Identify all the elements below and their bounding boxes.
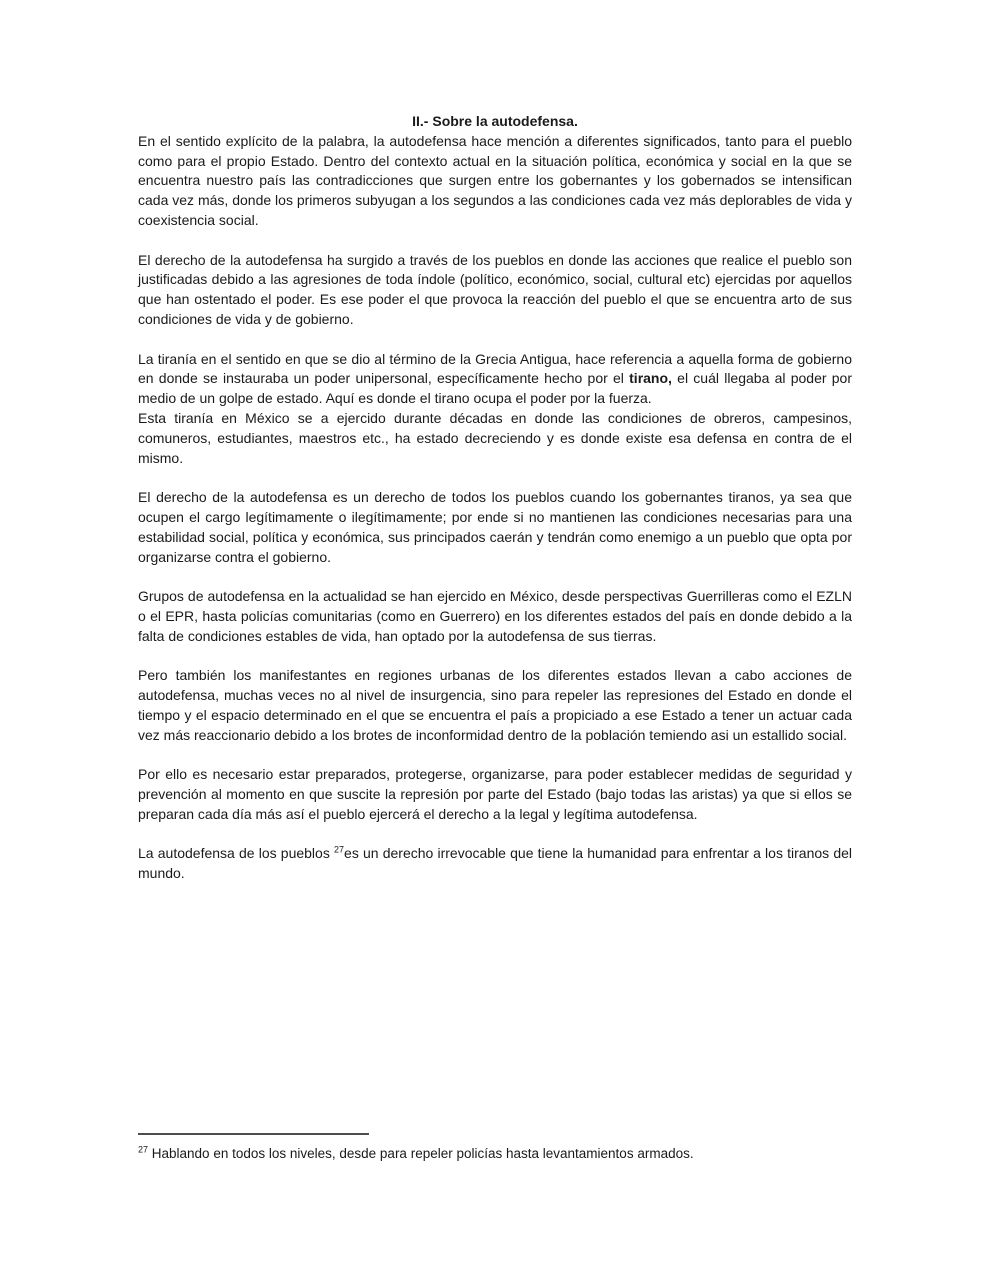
bold-term-tirano: tirano, — [629, 370, 672, 387]
paragraph-3-text-before: La tiranía en el sentido en que se dio al término de la Grecia Antigua, hace referencia a aquella forma de gobierno en donde se instauraba un poder unipersonal, específicamente hecho por el — [138, 350, 852, 387]
section-title: II.- Sobre la autodefensa. — [412, 113, 578, 129]
footnote-reference-27: 27 — [334, 844, 345, 855]
footnote-body: Hablando en todos los niveles, desde para repeler policías hasta levantamientos armados. — [148, 1146, 694, 1161]
footnote-text — [138, 1144, 852, 1163]
paragraph-3-text-after: el cuál llegaba al poder por medio de un golpe de estado. Aquí es donde el tirano ocupa el poder por la fuerza. — [138, 370, 853, 407]
paragraph-1: En el sentido explícito de la palabra, la autodefensa hace mención a diferentes significados, tanto para el pueblo como para el propio Estado. Dentro del contexto actual en la situación política, económica y social en la que se encuentra nuestro país las contradicciones que surgen entre los gobernantes y los gobernados se intensifican cada vez más, donde los primeros subyugan a los segundos a las condiciones cada vez más deplorables de vida y coexistencia social. — [138, 132, 852, 228]
paragraph-5: Grupos de autodefensa en la actualidad se han ejercido en México, desde perspectivas Guerrilleras como el EZLN o el EPR, hasta policías comunitarias (como en Guerrero) en los diferentes estados del país en donde debido a la falta de condiciones estables de vida, han optado por la autodefensa de sus tierras. — [138, 588, 852, 644]
footnote-area — [138, 1133, 852, 1163]
paragraph-8-text-after: es un derecho irrevocable que tiene la humanidad para enfrentar a los tiranos del mundo. — [138, 845, 852, 882]
paragraph-7: Por ello es necesario estar preparados, protegerse, organizarse, para poder establecer medidas de seguridad y prevención al momento en que suscite la represión por parte del Estado (bajo todas las aristas) ya que si ellos se preparan cada día más así el pueblo ejercerá el derecho a la legal y legítima autodefensa. — [138, 766, 852, 822]
paragraph-3-continuation: Esta tiranía en México se a ejercido durante décadas en donde las condiciones de obreros, campesinos, comuneros, estudiantes, maestros etc., ha estado decreciendo y es donde existe esa defensa en contra de el mismo. — [138, 409, 852, 466]
paragraph-8 — [138, 844, 852, 884]
footnote-marker-27: 27 — [138, 1144, 149, 1155]
paragraph-8-text-before: La autodefensa de los pueblos — [138, 845, 335, 862]
paragraph-2: El derecho de la autodefensa ha surgido a través de los pueblos en donde las acciones que realice el pueblo son justificadas debido a las agresiones de toda índole (político, económico, social, cultural etc) ejercidas por aquellos que han ostentado el poder. Es ese poder el que provoca la reacción del pueblo el que se encuentra arto de sus condiciones de vida y de gobierno. — [138, 251, 852, 327]
paragraph-6: Pero también los manifestantes en regiones urbanas de los diferentes estados llevan a cabo acciones de autodefensa, muchas veces no al nivel de insurgencia, sino para repeler las represiones del Estado en donde el tiempo y el espacio determinado en el que se encuentra el país a propiciado a ese Estado a tener un actuar cada vez más reaccionario debido a los brotes de inconformidad dentro de la población temiendo asi un estallido social. — [138, 667, 852, 743]
footnote-separator-rule — [138, 1133, 369, 1135]
paragraph-4: El derecho de la autodefensa es un derecho de todos los pueblos cuando los gobernantes tiranos, ya sea que ocupen el cargo legítimamente o ilegítimamente; por ende si no mantienen las condiciones necesarias para una estabilidad social, política y económica, sus principados caerán y tendrán como enemigo a un pueblo que opta por organizarse contra el gobierno. — [138, 489, 852, 565]
paragraph-3 — [138, 350, 852, 409]
